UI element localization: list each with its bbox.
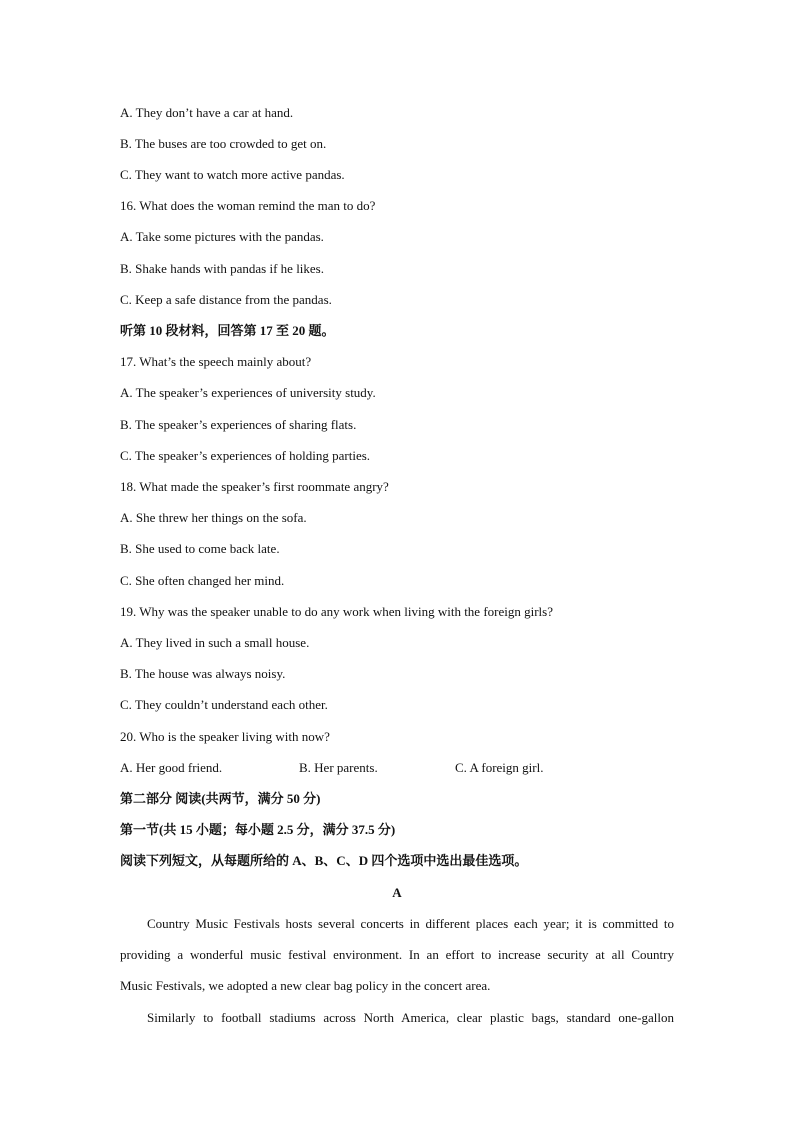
question-line: 17. What’s the speech mainly about? <box>120 354 312 369</box>
question-line: 19. Why was the speaker unable to do any work when living with the foreign girls? <box>120 604 553 619</box>
option-line: B. The house was always noisy. <box>120 666 286 681</box>
paragraph-line: Country Music Festivals hosts several concerts in different places each year; it is committed to <box>147 916 674 931</box>
option-line: C. They want to watch more active pandas. <box>120 167 345 182</box>
passage-label: A <box>392 885 402 900</box>
option-line: B. She used to come back late. <box>120 541 280 556</box>
option-a: A. Her good friend. <box>120 760 223 775</box>
option-line: B. Shake hands with pandas if he likes. <box>120 261 324 276</box>
paragraph-line: providing a wonderful music festival environment. In an effort to increase security at all Country <box>120 947 674 962</box>
reading-instruction: 阅读下列短文，从每题所给的 A、B、C、D 四个选项中选出最佳选项。 <box>120 853 528 868</box>
option-line: A. She threw her things on the sofa. <box>120 510 307 525</box>
option-c: C. A foreign girl. <box>455 760 544 775</box>
option-line: B. The speaker’s experiences of sharing flats. <box>120 417 357 432</box>
option-line: C. They couldn’t understand each other. <box>120 697 328 712</box>
option-line: A. Take some pictures with the pandas. <box>120 229 324 244</box>
question-line: 18. What made the speaker’s first roommate angry? <box>120 479 389 494</box>
passage-paragraph <box>120 908 674 1001</box>
question-line: 16. What does the woman remind the man to do? <box>120 198 376 213</box>
option-line: C. The speaker’s experiences of holding parties. <box>120 448 371 463</box>
subsection-heading: 第一节(共 15 小题；每小题 2.5 分，满分 37.5 分) <box>120 822 396 837</box>
listening-instruction: 听第 10 段材料，回答第 17 至 20 题。 <box>120 323 335 338</box>
question-line: 20. Who is the speaker living with now? <box>120 729 330 744</box>
option-line: A. They lived in such a small house. <box>120 635 310 650</box>
option-b: B. Her parents. <box>299 760 378 775</box>
option-line: B. The buses are too crowded to get on. <box>120 136 327 151</box>
passage-paragraph <box>120 1002 674 1033</box>
paragraph-line: Similarly to football stadiums across North America, clear plastic bags, standard one-gallon <box>147 1010 674 1025</box>
section-heading: 第二部分 阅读(共两节，满分 50 分) <box>120 791 321 806</box>
paragraph-line: Music Festivals, we adopted a new clear bag policy in the concert area. <box>120 978 491 993</box>
option-line: C. She often changed her mind. <box>120 573 285 588</box>
option-line: A. They don’t have a car at hand. <box>120 105 294 120</box>
option-line: C. Keep a safe distance from the pandas. <box>120 292 332 307</box>
option-line: A. The speaker’s experiences of university study. <box>120 385 376 400</box>
